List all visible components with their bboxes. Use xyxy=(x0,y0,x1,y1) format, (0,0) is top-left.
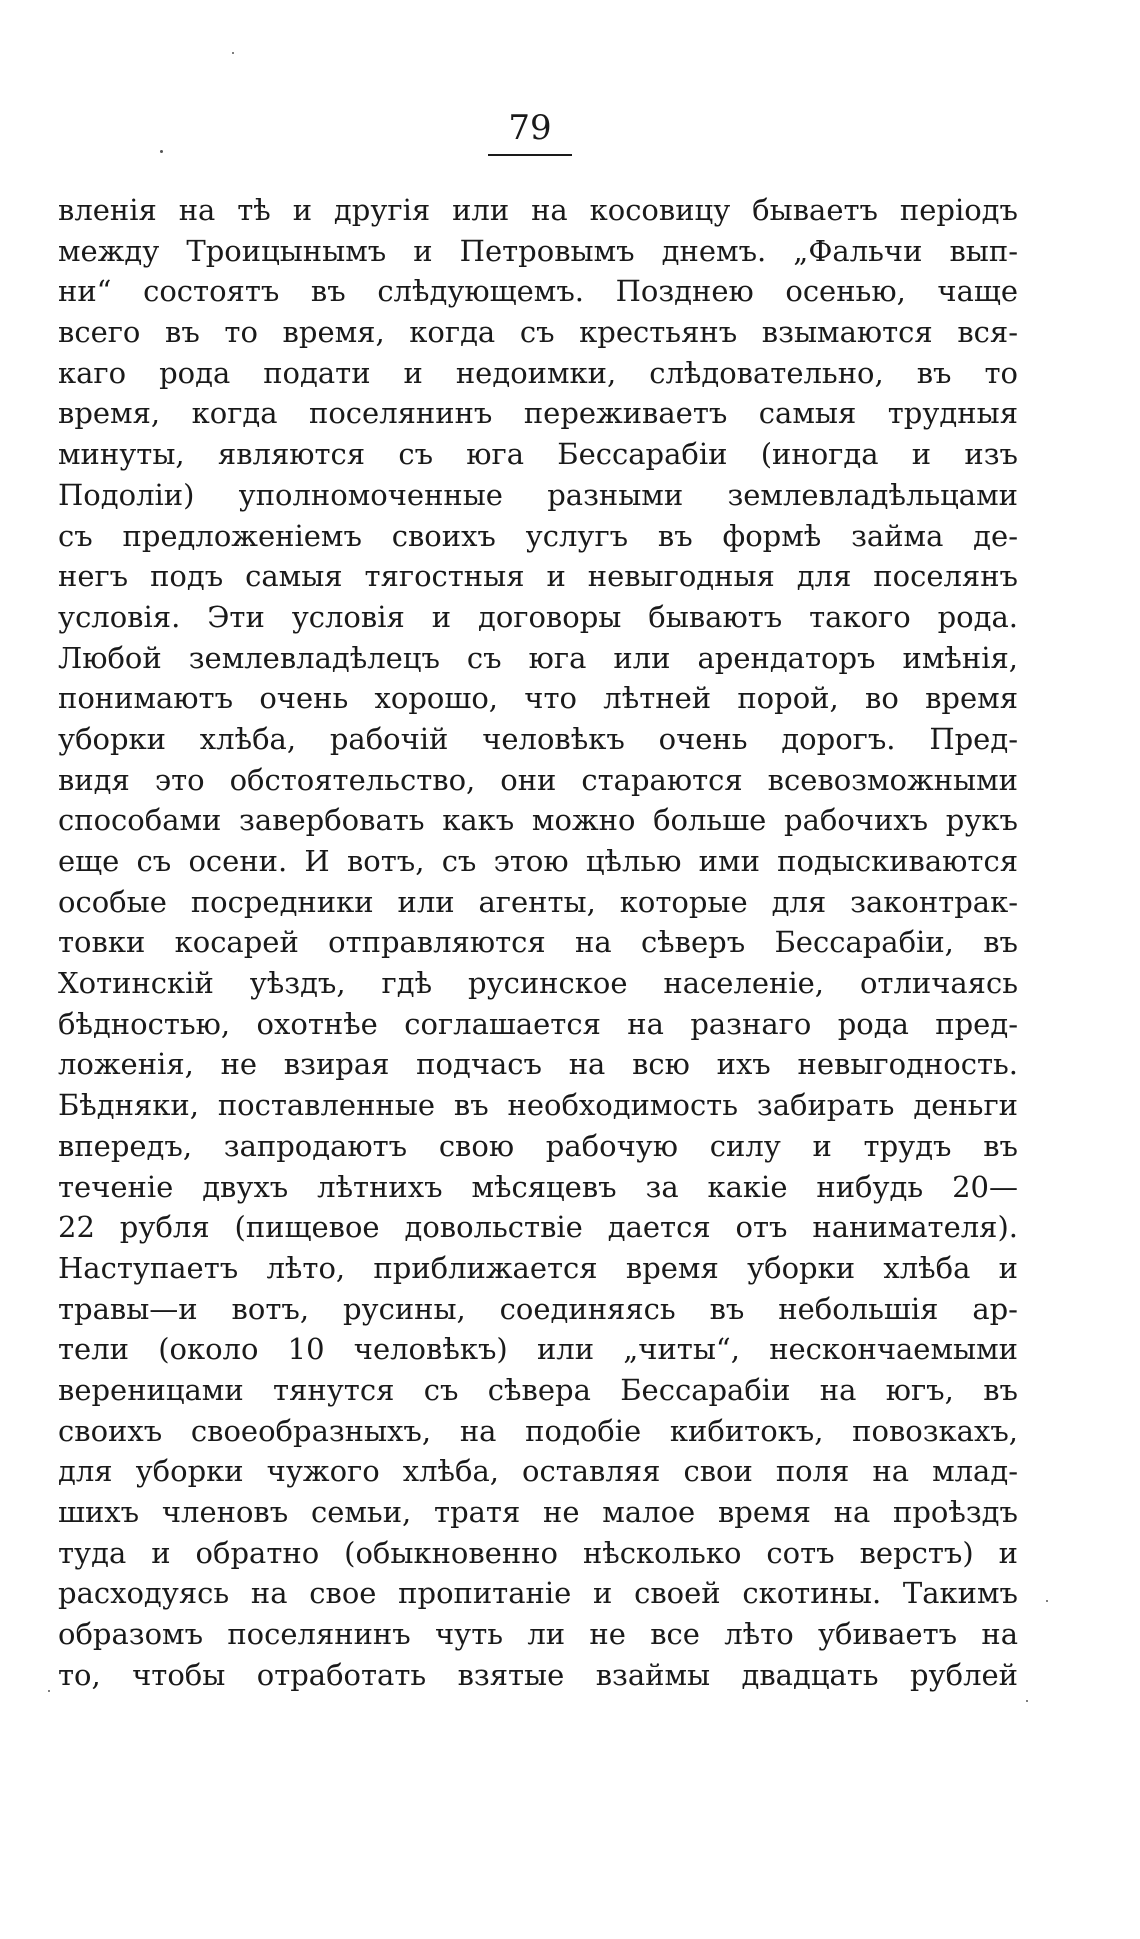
text-line: товки косарей отправляются на сѣверъ Бессарабіи, въ xyxy=(58,925,1018,960)
text-line: теченіе двухъ лѣтнихъ мѣсяцевъ за какіе нибудь 20— xyxy=(58,1169,1018,1204)
text-line: время, когда поселянинъ переживаетъ самыя трудныя xyxy=(58,396,1018,431)
text-line: минуты, являются съ юга Бессарабіи (иногда и изъ xyxy=(58,437,1018,472)
text-line: вереницами тянутся съ сѣвера Бессарабіи на югъ, въ xyxy=(58,1372,1018,1407)
text-line: туда и обратно (обыкновенно нѣсколько сотъ верстъ) и xyxy=(58,1535,1018,1570)
text-line: шихъ членовъ семьи, тратя не малое время на проѣздъ xyxy=(58,1495,1018,1529)
text-line: расходуясь на свое пропитаніе и своей скотины. Такимъ xyxy=(58,1576,1018,1611)
text-line: еще съ осени. И вотъ, съ этою цѣлью ими подыскиваются xyxy=(58,844,1018,878)
body-text xyxy=(58,190,1018,1695)
text-line: то, чтобы отработать взятые взаймы двадцать рублей xyxy=(58,1657,1018,1692)
scan-speck xyxy=(1026,1700,1028,1702)
text-line: ложенія, не взирая подчасъ на всю ихъ невыгодность. xyxy=(58,1047,1018,1082)
text-line: особые посредники или агенты, которые для законтрак- xyxy=(58,884,1018,919)
scan-speck xyxy=(1046,1600,1048,1602)
text-line: образомъ поселянинъ чуть ли не все лѣто убиваетъ на xyxy=(58,1617,1018,1652)
text-line: между Троицынымъ и Петровымъ днемъ. „Фальчи вып- xyxy=(58,233,1018,268)
text-line: бѣдностью, охотнѣе соглашается на разнаго рода пред- xyxy=(58,1006,1018,1041)
text-line: вленія на тѣ и другія или на косовицу бываетъ періодъ xyxy=(58,193,1018,227)
text-line: съ предложеніемъ своихъ услугъ въ формѣ займа де- xyxy=(58,518,1018,553)
text-line: каго рода подати и недоимки, слѣдовательно, въ то xyxy=(58,355,1018,390)
text-line: 22 рубля (пищевое довольствіе дается отъ нанимателя). xyxy=(58,1210,1018,1245)
text-line: Бѣдняки, поставленные въ необходимость забирать деньги xyxy=(58,1088,1018,1123)
text-line: всего въ то время, когда съ крестьянъ взымаются вся- xyxy=(58,315,1018,350)
text-line: Хотинскій уѣздъ, гдѣ русинское населеніе, отличаясь xyxy=(58,966,1018,1001)
scan-speck xyxy=(160,150,163,153)
scan-speck xyxy=(48,1690,50,1692)
text-line: способами завербовать какъ можно больше рабочихъ рукъ xyxy=(58,803,1018,838)
text-line: для уборки чужого хлѣба, оставляя свои поля на млад- xyxy=(58,1454,1018,1489)
text-line: видя это обстоятельство, они стараются всевозможными xyxy=(58,762,1018,797)
text-line: негъ подъ самыя тягостныя и невыгодныя для поселянъ xyxy=(58,559,1018,594)
text-line: ни“ состоятъ въ слѣдующемъ. Позднею осенью, чаще xyxy=(58,274,1018,309)
text-line: Любой землевладѣлецъ съ юга или арендаторъ имѣнія, xyxy=(58,640,1018,675)
text-line: понимаютъ очень хорошо, что лѣтней порой, во время xyxy=(58,681,1018,716)
text-line: впередъ, запродаютъ свою рабочую силу и трудъ въ xyxy=(58,1128,1018,1163)
text-line: своихъ своеобразныхъ, на подобіе кибитокъ, повозкахъ, xyxy=(58,1413,1018,1448)
text-line: условія. Эти условія и договоры бываютъ такого рода. xyxy=(58,599,1018,634)
scan-speck xyxy=(232,52,234,54)
page-number: 79 xyxy=(508,108,552,148)
text-line: травы—и вотъ, русины, соединяясь въ небольшія ар- xyxy=(58,1291,1018,1326)
text-line: Подоліи) уполномоченные разными землевладѣльцами xyxy=(58,477,1018,512)
text-line: тели (около 10 человѣкъ) или „читы“, нескончаемыми xyxy=(58,1332,1018,1367)
page-number-rule xyxy=(488,154,572,156)
text-line: уборки хлѣба, рабочій человѣкъ очень дорогъ. Пред- xyxy=(58,721,1018,756)
text-line: Наступаетъ лѣто, приближается время уборки хлѣба и xyxy=(58,1250,1018,1285)
